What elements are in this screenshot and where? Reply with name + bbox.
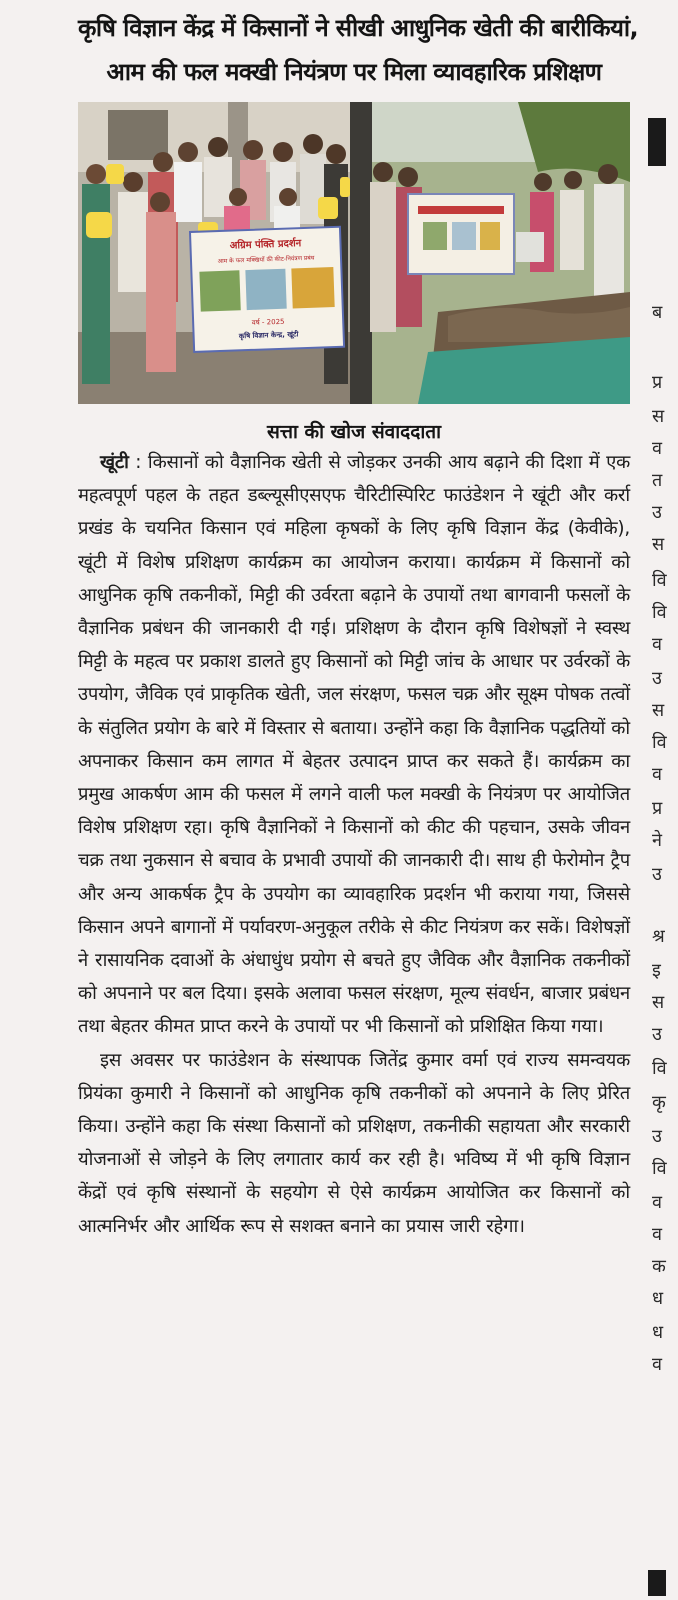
adjacent-column-mark [648,1570,666,1596]
adjacent-column-fragment [648,0,678,1600]
adjacent-column-char: ध [652,1322,664,1343]
adjacent-column-char: प्र [652,372,663,393]
dateline-place: खूंटी [100,452,129,473]
banner-org: कृषि विज्ञान केन्द्र, खूंटी [238,330,299,341]
news-article [78,6,638,1243]
adjacent-column-char: त [652,470,663,491]
adjacent-column-char: व [652,634,663,655]
article-paragraph-1 [78,446,630,1044]
adjacent-column-char: उ [652,668,662,689]
article-body [78,446,630,1243]
adjacent-column-char: ध [652,1288,664,1309]
adjacent-column-char: व [652,1354,663,1375]
article-photo [78,102,630,404]
banner-title: अग्रिम पंक्ति प्रदर्शन [229,238,302,252]
adjacent-column-char: श्र [652,926,665,947]
adjacent-column-char: वि [652,570,667,591]
adjacent-column-char: ने [652,830,662,851]
adjacent-column-char: वि [652,732,667,753]
adjacent-column-char: क [652,1256,666,1277]
paragraph-1-text: : किसानों को वैज्ञानिक खेती से जोड़कर उनकी आय बढ़ाने की दिशा में एक महत्वपूर्ण पहल के तहत डब्ल्यूसीएसएफ चैरिटीस्पिरिट फाउंडेशन ने खूंटी और कर्रा प्रखंड के चयनित किसान एवं महिला कृषकों के लिए कृषि विज्ञान केंद्र (केवीके), खूंटी में विशेष प्रशिक्षण कार्यक्रम का आयोजन कराया। कार्यक्रम में किसानों को आधुनिक कृषि तकनीकों, मिट्टी की उर्वरता बढ़ाने के उपायों तथा बागवानी फसलों के वैज्ञानिक प्रबंधन की जानकारी दी गई। प्रशिक्षण के दौरान कृषि विशेषज्ञों ने स्वस्थ मिट्टी के महत्व पर प्रकाश डालते हुए किसानों को मिट्टी जांच के आधार पर उर्वरकों के उपयोग, जैविक एवं प्राकृतिक खेती, जल संरक्षण, फसल चक्र और सूक्ष्म पोषक तत्वों के संतुलित प्रयोग के बारे में विस्तार से बताया। उन्होंने कहा कि वैज्ञानिक पद्धतियों को अपनाकर किसान कम लागत में बेहतर उत्पादन प्राप्त कर सकते हैं। कार्यक्रम का प्रमुख आकर्षण आम की फसल में लगने वाली फल मक्खी के नियंत्रण पर आयोजित विशेष प्रशिक्षण रहा। कृषि वैज्ञानिकों ने किसानों को कीट की पहचान, उसके जीवन चक्र तथा नुकसान से बचाव के प्रभावी उपायों की जानकारी दी। साथ ही फेरोमोन ट्रैप और अन्य आकर्षक ट्रैप के उपयोग का व्यावहारिक प्रदर्शन भी कराया गया, जिससे किसान अपने बागानों में पर्यावरण-अनुकूल तरीके से कीट नियंत्रण कर सकें। विशेषज्ञों ने रासायनिक दवाओं के अंधाधुंध प्रयोग से बचते हुए जैविक और वैज्ञानिक तकनीकों को अपनाने पर बल दिया। इसके अलावा फसल संरक्षण, मूल्य संवर्धन, बाजार प्रबंधन तथा बेहतर कीमत प्राप्त करने के उपायों पर भी किसानों को प्रशिक्षित किया गया। [78,452,630,1038]
adjacent-column-char: ब [652,302,663,323]
adjacent-column-char: स [652,406,665,427]
adjacent-column-char: स [652,534,665,555]
adjacent-column-char: इ [652,960,661,981]
banner-subtitle: आम के फल मक्खियों की कीट-नियंत्रण प्रबंध [217,254,315,266]
adjacent-column-char: स [652,700,665,721]
headline-line-2: आम की फल मक्खी नियंत्रण पर मिला व्यावहारिक प्रशिक्षण [106,58,602,86]
adjacent-column-char: व [652,438,663,459]
adjacent-column-char: वि [652,602,667,623]
adjacent-column-char: वि [652,1058,667,1079]
adjacent-column-char: वि [652,1158,667,1179]
adjacent-column-mark [648,118,666,166]
headline-line-1: कृषि विज्ञान केंद्र में किसानों ने सीखी आधुनिक खेती की बारीकियां, [78,14,638,42]
adjacent-column-char: कृ [652,1092,666,1113]
article-paragraph-2: इस अवसर पर फाउंडेशन के संस्थापक जितेंद्र कुमार वर्मा एवं राज्य समन्वयक प्रियंका कुमारी ने किसानों को आधुनिक कृषि तकनीकों को अपनाने के लिए प्रेरित किया। उन्होंने कहा कि संस्था किसानों को प्रशिक्षण, तकनीकी सहायता और सरकारी योजनाओं से जोड़ने के लिए लगातार कार्य कर रही है। भविष्य में भी कृषि विज्ञान केंद्रों एवं कृषि संस्थानों के सहयोग से ऐसे कार्यक्रम आयोजित कर किसानों को आत्मनिर्भर और आर्थिक रूप से सशक्त बनाने का प्रयास जारी रहेगा। [78,1049,630,1237]
adjacent-column-char: उ [652,1126,662,1147]
headline [78,6,638,94]
adjacent-column-char: व [652,1224,663,1245]
photo-illustration [78,102,630,404]
adjacent-column-char: व [652,1192,663,1213]
adjacent-column-char: उ [652,864,662,885]
adjacent-column-char: उ [652,502,662,523]
adjacent-column-char: उ [652,1024,662,1045]
adjacent-column-char: स [652,992,665,1013]
banner-year: वर्ष - 2025 [251,317,285,327]
adjacent-column-char: प्र [652,798,663,819]
adjacent-column-char: व [652,764,663,785]
byline: सत्ता की खोज संवाददाता [267,421,441,443]
